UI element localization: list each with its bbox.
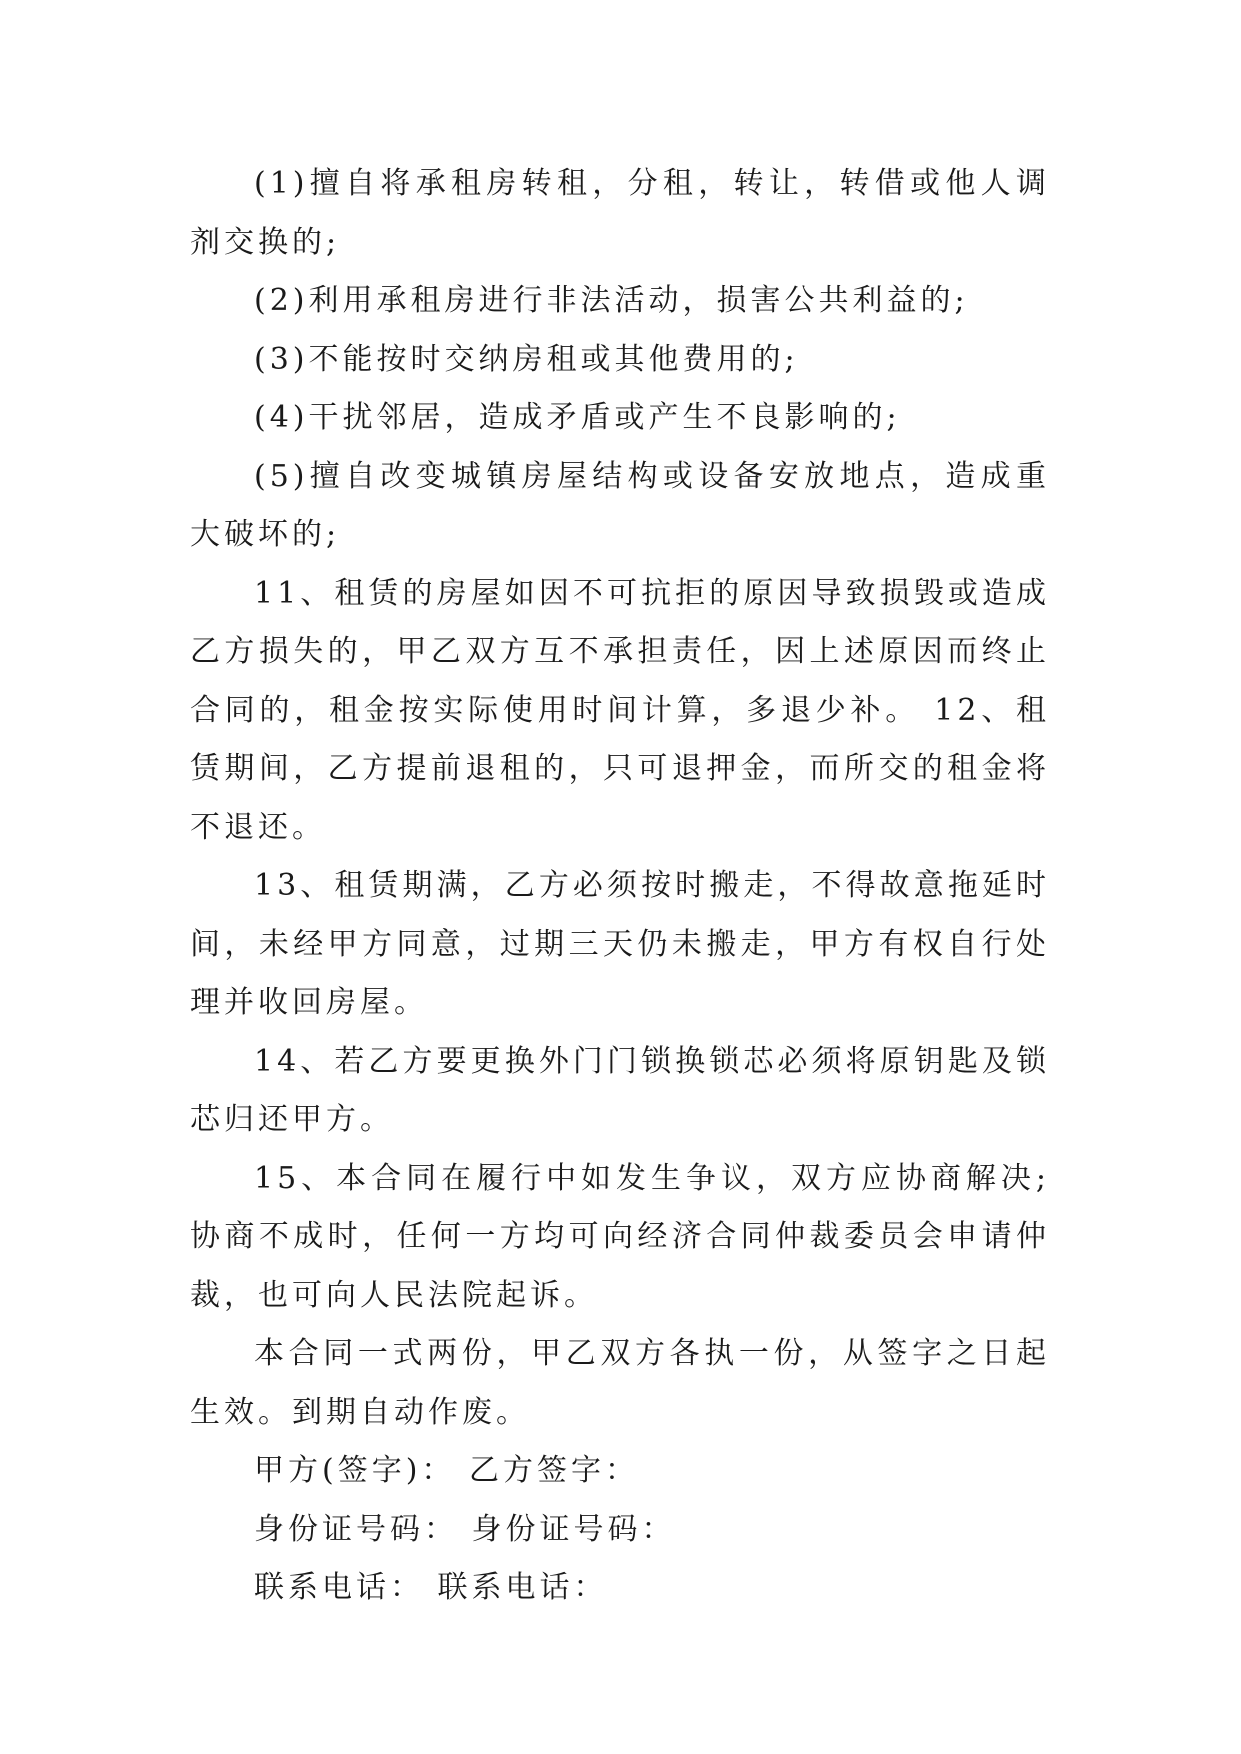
clause-2-illegal-activity: (2)利用承租房进行非法活动，损害公共利益的; [254,283,969,318]
contact-phone-line: 联系电话： 联系电话： [254,1570,608,1605]
clause-5-structure-change: (5)擅自改变城镇房屋结构或设备安放地点，造成重大破坏的; [190,458,1050,552]
clause-1-sublet: (1)擅自将承租房转租，分租，转让，转借或他人调剂交换的; [190,166,1050,260]
id-number-line: 身份证号码： 身份证号码： [254,1511,676,1547]
article-11-force-majeure: 11、租赁的房屋如因不可抗拒的原因导致损毁或造成乙方损失的，甲乙双方互不承担责任，因上述原因而终止合同的，租金按实际使用时间计算，多退少补。 12、租赁期间，乙方提前退租的，只可退押金，而所交的租金将不退还。 [190,575,1050,845]
article-13-lease-expiry: 13、租赁期满，乙方必须按时搬走，不得故意拖延时间，未经甲方同意，过期三天仍未搬走，甲方有权自行处理并收回房屋。 [190,868,1050,1020]
contract-copies-statement: 本合同一式两份，甲乙双方各执一份，从签字之日起生效。到期自动作废。 [190,1336,1050,1430]
article-15-dispute-resolution: 15、本合同在履行中如发生争议，双方应协商解决;协商不成时，任何一方均可向经济合同仲裁委员会申请仲裁，也可向人民法院起诉。 [190,1160,1050,1313]
document-body [190,155,1050,1618]
signature-line: 甲方(签字)： 乙方签字： [254,1453,639,1488]
clause-4-disturbance: (4)干扰邻居，造成矛盾或产生不良影响的; [254,400,901,435]
clause-3-late-payment: (3)不能按时交纳房租或其他费用的; [254,341,799,377]
article-14-lock-change: 14、若乙方要更换外门门锁换锁芯必须将原钥匙及锁芯归还甲方。 [190,1043,1050,1137]
